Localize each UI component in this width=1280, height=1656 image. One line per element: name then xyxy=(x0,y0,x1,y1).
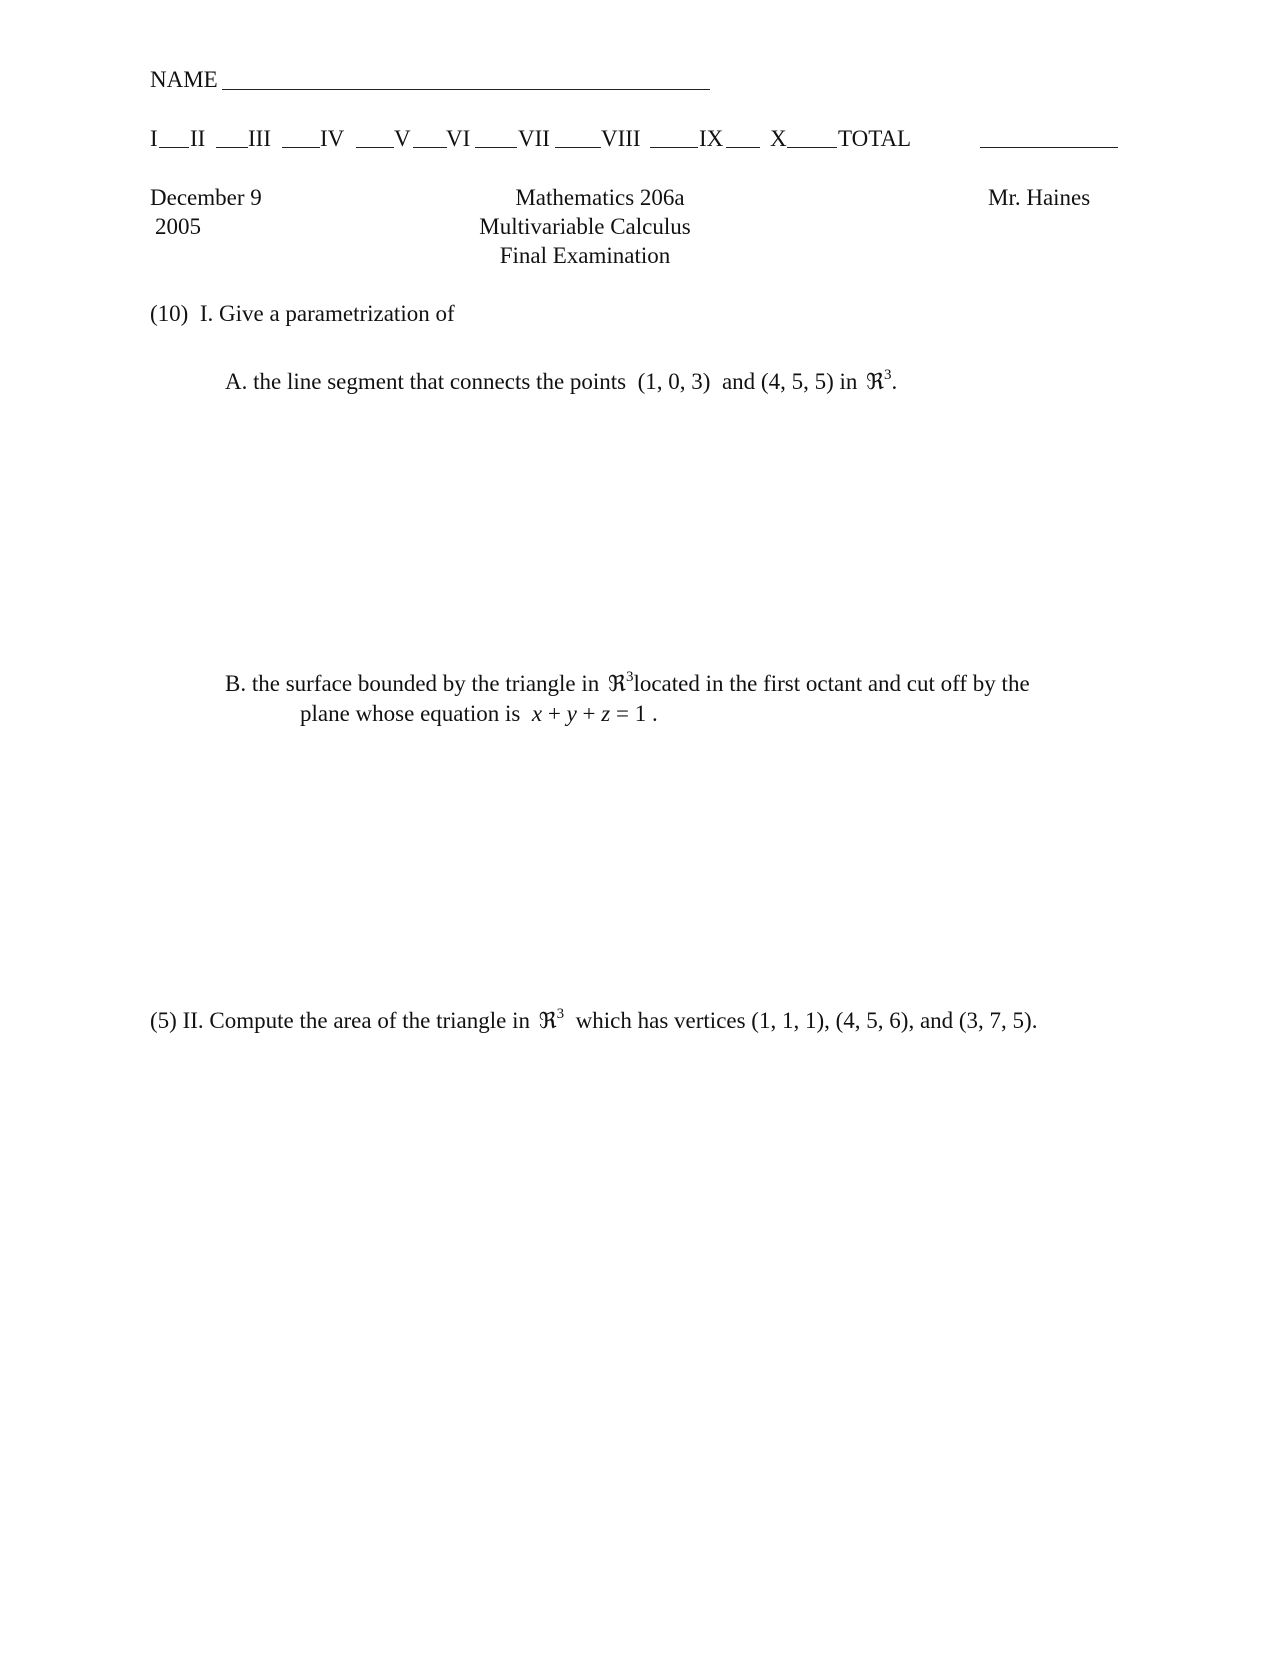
exponent: 3 xyxy=(884,367,892,383)
equation-rest: = 1 . xyxy=(610,701,658,726)
score-label-7: VII xyxy=(518,126,550,151)
plus-sign: + xyxy=(576,701,602,726)
score-blank-2 xyxy=(216,147,248,148)
total-blank xyxy=(980,147,1118,148)
score-label-4: IV xyxy=(320,126,345,151)
total-label: TOTAL xyxy=(838,126,912,151)
score-label-8: VIII xyxy=(601,126,641,151)
score-label-5: V xyxy=(394,126,411,151)
exam-date: December 9 xyxy=(150,185,262,210)
plus-sign: + xyxy=(542,701,567,726)
problem-2 xyxy=(150,1007,1037,1036)
exam-title: Final Examination xyxy=(499,243,671,268)
course-title: Multivariable Calculus xyxy=(479,214,691,239)
part-a-text: A. the line segment that connects the points (1, 0, 3) and (4, 5, 5) in xyxy=(225,369,864,394)
real-space-symbol: ℜ xyxy=(608,672,626,697)
part-a-period: . xyxy=(891,369,898,394)
course-number: Mathematics 206a xyxy=(515,185,685,210)
var-x: x xyxy=(531,701,543,726)
part-b-text: B. the surface bounded by the triangle in xyxy=(225,671,606,696)
var-z: z xyxy=(601,701,611,726)
problem-1-intro: I. Give a parametrization of xyxy=(199,301,455,326)
score-blank-1 xyxy=(159,147,189,148)
instructor-name: Mr. Haines xyxy=(988,185,1091,210)
problem-1-part-b-line1 xyxy=(225,670,1030,699)
score-blank-10 xyxy=(787,147,837,148)
score-label-1: I xyxy=(150,126,158,151)
score-blank-4 xyxy=(356,147,394,148)
score-blank-7 xyxy=(555,147,601,148)
name-label: NAME xyxy=(150,67,218,92)
problem-1-header xyxy=(150,300,455,328)
score-blank-3 xyxy=(282,147,320,148)
exam-year: 2005 xyxy=(155,214,201,239)
exponent: 3 xyxy=(625,669,634,685)
problem-2-text: (5) II. Compute the area of the triangle in xyxy=(150,1008,536,1033)
score-blank-8 xyxy=(650,147,698,148)
score-blank-6 xyxy=(475,147,517,148)
part-b-line2-text: plane whose equation is xyxy=(300,701,532,726)
problem-1-points: (10) xyxy=(150,301,189,326)
part-b-text-continued: located in the first octant and cut off by the xyxy=(633,671,1030,696)
score-bar xyxy=(150,125,1120,155)
score-blank-5 xyxy=(413,147,447,148)
name-blank xyxy=(222,89,710,90)
score-label-3: III xyxy=(248,126,271,151)
problem-1-part-a xyxy=(225,368,897,397)
score-blank-9 xyxy=(726,147,760,148)
exponent: 3 xyxy=(556,1006,565,1022)
score-label-6: VI xyxy=(446,126,471,151)
var-y: y xyxy=(566,701,577,726)
problem-2-text-continued: which has vertices (1, 1, 1), (4, 5, 6), and (3, 7, 5). xyxy=(564,1008,1038,1033)
score-label-2: II xyxy=(190,126,206,151)
real-space-symbol: ℜ xyxy=(538,1009,557,1034)
score-label-9: IX xyxy=(699,126,724,151)
problem-1-part-b-line2 xyxy=(300,700,658,728)
score-label-10: X xyxy=(770,126,787,151)
real-space-symbol: ℜ xyxy=(866,370,885,395)
